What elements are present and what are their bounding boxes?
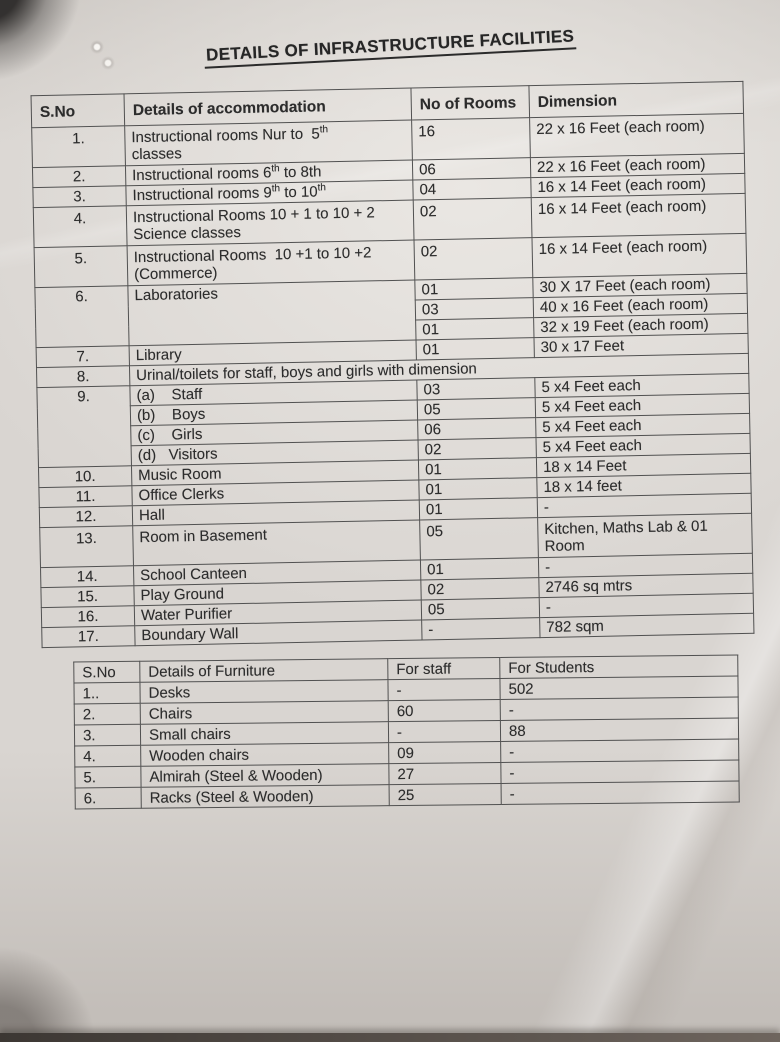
- sno-cell: 6.: [35, 286, 129, 348]
- sno-cell: 16.: [41, 606, 134, 628]
- details-cell: School Canteen: [133, 560, 420, 586]
- students-cell: 502: [500, 676, 738, 699]
- dimension-cell: 5 x4 Feet each: [536, 413, 750, 437]
- ordinal-superscript: th: [271, 183, 281, 195]
- dimension-cell: 22 x 16 Feet (each room): [530, 113, 745, 157]
- details-cell: Racks (Steel & Wooden): [141, 785, 389, 809]
- sno-cell: 17.: [42, 626, 135, 648]
- header-rooms: No of Rooms: [411, 86, 530, 120]
- furniture-table: [73, 655, 740, 810]
- infrastructure-table: [31, 81, 755, 648]
- rooms-cell: 01: [416, 318, 534, 340]
- dimension-cell: 5 x4 Feet each: [535, 373, 749, 397]
- details-cell: Hall: [132, 500, 419, 526]
- details-cell: [126, 200, 414, 246]
- details-text: Instructional rooms 9: [132, 184, 272, 205]
- details-cell: Desks: [140, 680, 388, 704]
- ordinal-superscript: th: [317, 182, 327, 194]
- dimension-cell: -: [537, 493, 751, 517]
- dimension-cell: 32 x 19 Feet (each room): [534, 313, 748, 337]
- rooms-cell: 02: [413, 198, 532, 240]
- header-staff: For staff: [388, 658, 500, 680]
- sno-cell: 5.: [34, 246, 128, 288]
- sno-cell: 3.: [33, 186, 126, 208]
- sno-cell: 13.: [40, 526, 134, 568]
- ordinal-superscript: th: [271, 163, 280, 175]
- details-text: Instructional rooms Nur to 5: [131, 125, 320, 147]
- details-cell: (b) Boys: [130, 400, 417, 426]
- details-cell: (c) Girls: [131, 420, 418, 446]
- sno-cell: 15.: [41, 586, 134, 608]
- staff-cell: 25: [389, 784, 501, 806]
- dimension-cell: 30 X 17 Feet (each room): [533, 273, 747, 297]
- details-cell: (d) Visitors: [131, 440, 418, 466]
- furniture-table-wrapper: [73, 655, 739, 810]
- details-text: to 10: [279, 183, 318, 202]
- sno-cell: 4.: [75, 745, 141, 767]
- details-cell: Almirah (Steel & Wooden): [141, 764, 389, 788]
- header-dimension: Dimension: [529, 81, 744, 117]
- rooms-cell: 01: [415, 278, 533, 300]
- dimension-cell: -: [538, 553, 752, 577]
- dimension-cell: 782 sqm: [540, 613, 754, 637]
- students-cell: -: [501, 781, 739, 804]
- sno-cell: 12.: [39, 506, 132, 528]
- details-cell: Chairs: [140, 701, 388, 725]
- students-cell: 88: [500, 718, 738, 741]
- dimension-cell: 5 x4 Feet each: [535, 393, 749, 417]
- infrastructure-table-wrapper: [31, 81, 754, 648]
- details-line2: (Commerce): [133, 264, 218, 284]
- details-line2: Science classes: [133, 224, 242, 244]
- students-cell: -: [501, 739, 739, 762]
- sno-cell: 3.: [74, 724, 140, 746]
- staff-cell: -: [388, 679, 500, 701]
- details-cell: Play Ground: [134, 580, 421, 606]
- ordinal-superscript: th: [319, 124, 329, 136]
- header-details: Details of Furniture: [140, 659, 388, 683]
- dimension-cell: Kitchen, Maths Lab & 01 Room: [538, 513, 753, 557]
- sno-cell: 7.: [36, 346, 129, 368]
- sno-cell: 1..: [74, 682, 140, 704]
- dimension-cell: 16 x 14 Feet (each room): [532, 233, 747, 277]
- rooms-cell: 06: [418, 418, 536, 440]
- staff-cell: -: [388, 721, 500, 743]
- details-line2: classes: [131, 145, 182, 164]
- page-title-wrap: [0, 26, 780, 65]
- details-cell: Water Purifier: [134, 600, 421, 626]
- students-cell: -: [500, 697, 738, 720]
- details-cell: Room in Basement: [133, 520, 421, 566]
- students-cell: -: [501, 760, 739, 783]
- page-title: DETAILS OF INFRASTRUCTURE FACILITIES: [203, 26, 576, 68]
- rooms-cell: 03: [417, 378, 535, 400]
- dimension-cell: 2746 sq mtrs: [539, 573, 753, 597]
- sno-cell: 14.: [41, 566, 134, 588]
- dimension-cell: 5 x4 Feet each: [536, 433, 750, 457]
- rooms-cell: 01: [419, 498, 537, 520]
- dimension-cell: 40 x 16 Feet (each room): [533, 293, 747, 317]
- dimension-cell: -: [539, 593, 753, 617]
- sno-cell: 11.: [39, 486, 132, 508]
- sno-cell: 9.: [37, 386, 132, 468]
- header-sno: S.No: [31, 94, 125, 128]
- details-cell: Laboratories: [128, 280, 416, 346]
- sno-cell: 1.: [32, 126, 126, 168]
- rooms-cell: 01: [419, 478, 537, 500]
- details-text: Instructional Rooms 10 +1 to 10 +2: [133, 244, 372, 267]
- staff-cell: 60: [388, 700, 500, 722]
- details-text: Instructional rooms 6: [131, 164, 272, 185]
- details-text: to 8th: [279, 163, 322, 182]
- details-cell: Office Clerks: [132, 480, 419, 506]
- sno-cell: 4.: [33, 206, 127, 248]
- rooms-cell: 05: [421, 598, 539, 620]
- rooms-cell: 02: [418, 438, 536, 460]
- dimension-cell: 18 x 14 Feet: [536, 453, 750, 477]
- rooms-cell: 03: [415, 298, 533, 320]
- sno-cell: 6.: [75, 787, 141, 809]
- sno-cell: 10.: [38, 466, 131, 488]
- dimension-cell: 16 x 14 Feet (each room): [531, 173, 745, 197]
- rooms-cell: 02: [421, 578, 539, 600]
- rooms-cell: 05: [417, 398, 535, 420]
- details-cell: [127, 240, 415, 286]
- header-students: For Students: [500, 655, 738, 678]
- sno-cell: 2.: [74, 703, 140, 725]
- details-cell: Wooden chairs: [141, 743, 389, 767]
- details-cell: Urinal/toilets for staff, boys and girls with dimension: [129, 353, 748, 385]
- details-cell: Small chairs: [140, 722, 388, 746]
- details-cell: Library: [129, 340, 416, 366]
- details-cell: [125, 120, 413, 166]
- sno-cell: 8.: [36, 366, 129, 388]
- dimension-cell: 16 x 14 Feet (each room): [531, 193, 746, 237]
- header-sno: S.No: [74, 661, 140, 683]
- details-cell: Music Room: [131, 460, 418, 486]
- rooms-cell: 01: [416, 338, 534, 360]
- dimension-cell: 18 x 14 feet: [537, 473, 751, 497]
- details-cell: Boundary Wall: [135, 620, 422, 646]
- rooms-cell: 01: [420, 558, 538, 580]
- dimension-cell: 30 x 17 Feet: [534, 333, 748, 357]
- sno-cell: 2.: [32, 166, 125, 188]
- sno-cell: 5.: [75, 766, 141, 788]
- rooms-cell: 01: [418, 458, 536, 480]
- rooms-cell: 02: [414, 238, 533, 280]
- photo-bottom-edge-shadow: [0, 1033, 780, 1042]
- details-cell: (a) Staff: [130, 380, 417, 406]
- rooms-cell: 16: [412, 118, 531, 160]
- rooms-cell: 06: [412, 158, 530, 180]
- dimension-cell: 22 x 16 Feet (each room): [530, 153, 744, 177]
- rooms-cell: -: [422, 618, 540, 640]
- details-text: Instructional Rooms 10 + 1 to 10 + 2: [132, 204, 375, 227]
- staff-cell: 27: [389, 763, 501, 785]
- header-details: Details of accommodation: [124, 88, 412, 126]
- rooms-cell: 04: [413, 178, 531, 200]
- rooms-cell: 05: [420, 518, 539, 560]
- staff-cell: 09: [389, 742, 501, 764]
